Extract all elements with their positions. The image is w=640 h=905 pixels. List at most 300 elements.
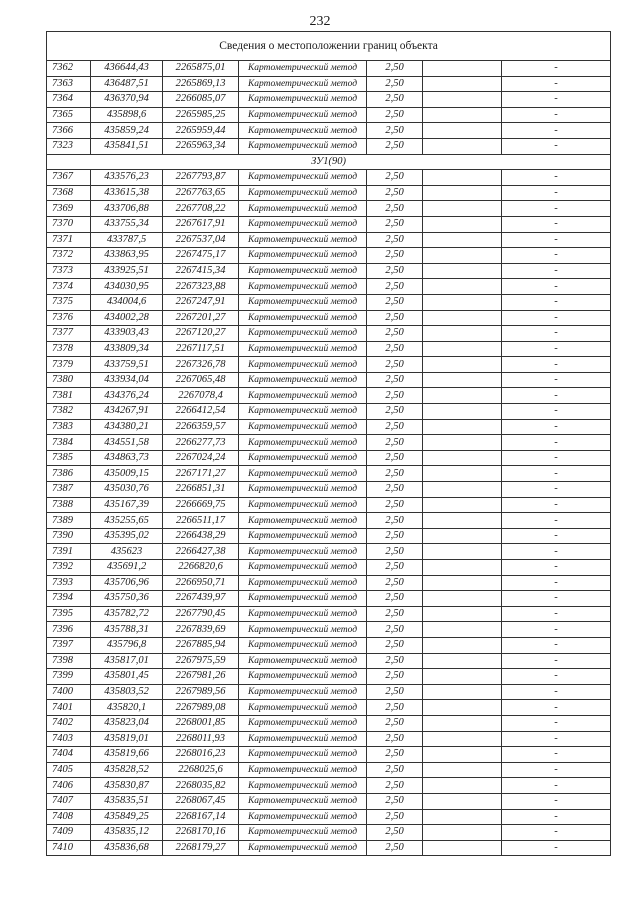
point-number-cell: 7383 (47, 419, 91, 435)
x-coordinate-cell: 434030,95 (91, 279, 163, 295)
x-coordinate-cell: 433863,95 (91, 248, 163, 264)
method-cell: Картометрический метод (239, 622, 367, 638)
accuracy-cell: 2,50 (367, 326, 423, 342)
method-cell: Картометрический метод (239, 123, 367, 139)
note-cell: - (502, 372, 611, 388)
table-row (47, 107, 611, 123)
point-number-cell: 7397 (47, 637, 91, 653)
table-body (47, 32, 611, 856)
table-row (47, 357, 611, 373)
note-cell: - (502, 435, 611, 451)
point-number-cell: 7399 (47, 669, 91, 685)
y-coordinate-cell: 2267078,4 (163, 388, 239, 404)
point-number-cell: 7394 (47, 591, 91, 607)
x-coordinate-cell: 433809,34 (91, 341, 163, 357)
y-coordinate-cell: 2265959,44 (163, 123, 239, 139)
point-number-cell: 7395 (47, 606, 91, 622)
method-cell: Картометрический метод (239, 435, 367, 451)
table-row (47, 793, 611, 809)
table-row (47, 185, 611, 201)
point-number-cell: 7379 (47, 357, 91, 373)
accuracy-cell: 2,50 (367, 762, 423, 778)
note-cell: - (502, 591, 611, 607)
note-cell: - (502, 684, 611, 700)
accuracy-cell: 2,50 (367, 466, 423, 482)
empty-cell (423, 700, 502, 716)
method-cell: Картометрический метод (239, 216, 367, 232)
section-row (47, 154, 611, 170)
point-number-cell: 7373 (47, 263, 91, 279)
method-cell: Картометрический метод (239, 482, 367, 498)
x-coordinate-cell: 435830,87 (91, 778, 163, 794)
point-number-cell: 7372 (47, 248, 91, 264)
accuracy-cell: 2,50 (367, 840, 423, 856)
note-cell: - (502, 450, 611, 466)
method-cell: Картометрический метод (239, 528, 367, 544)
empty-cell (423, 840, 502, 856)
y-coordinate-cell: 2267763,65 (163, 185, 239, 201)
y-coordinate-cell: 2267989,56 (163, 684, 239, 700)
point-number-cell: 7388 (47, 497, 91, 513)
empty-cell (423, 684, 502, 700)
note-cell: - (502, 825, 611, 841)
method-cell: Картометрический метод (239, 513, 367, 529)
empty-cell (423, 731, 502, 747)
note-cell: - (502, 762, 611, 778)
table-row (47, 248, 611, 264)
method-cell: Картометрический метод (239, 700, 367, 716)
x-coordinate-cell: 435803,52 (91, 684, 163, 700)
x-coordinate-cell: 435835,51 (91, 793, 163, 809)
empty-cell (423, 715, 502, 731)
method-cell: Картометрический метод (239, 294, 367, 310)
table-row (47, 825, 611, 841)
y-coordinate-cell: 2267989,08 (163, 700, 239, 716)
accuracy-cell: 2,50 (367, 669, 423, 685)
table-row (47, 310, 611, 326)
note-cell: - (502, 809, 611, 825)
y-coordinate-cell: 2266950,71 (163, 575, 239, 591)
x-coordinate-cell: 433903,43 (91, 326, 163, 342)
empty-cell (423, 92, 502, 108)
x-coordinate-cell: 435820,1 (91, 700, 163, 716)
method-cell: Картометрический метод (239, 731, 367, 747)
note-cell: - (502, 61, 611, 77)
x-coordinate-cell: 433615,38 (91, 185, 163, 201)
accuracy-cell: 2,50 (367, 715, 423, 731)
point-number-cell: 7367 (47, 170, 91, 186)
point-number-cell: 7398 (47, 653, 91, 669)
accuracy-cell: 2,50 (367, 107, 423, 123)
table-row (47, 747, 611, 763)
point-number-cell: 7377 (47, 326, 91, 342)
accuracy-cell: 2,50 (367, 809, 423, 825)
method-cell: Картометрический метод (239, 637, 367, 653)
method-cell: Картометрический метод (239, 419, 367, 435)
y-coordinate-cell: 2268016,23 (163, 747, 239, 763)
y-coordinate-cell: 2266820,6 (163, 560, 239, 576)
y-coordinate-cell: 2266851,31 (163, 482, 239, 498)
x-coordinate-cell: 435817,01 (91, 653, 163, 669)
empty-cell (423, 762, 502, 778)
note-cell: - (502, 637, 611, 653)
note-cell: - (502, 404, 611, 420)
note-cell: - (502, 700, 611, 716)
point-number-cell: 7407 (47, 793, 91, 809)
point-number-cell: 7403 (47, 731, 91, 747)
empty-cell (423, 185, 502, 201)
accuracy-cell: 2,50 (367, 747, 423, 763)
point-number-cell: 7375 (47, 294, 91, 310)
note-cell: - (502, 357, 611, 373)
method-cell: Картометрический метод (239, 232, 367, 248)
x-coordinate-cell: 435898,6 (91, 107, 163, 123)
point-number-cell: 7404 (47, 747, 91, 763)
empty-cell (423, 528, 502, 544)
point-number-cell: 7368 (47, 185, 91, 201)
empty-cell (423, 170, 502, 186)
method-cell: Картометрический метод (239, 201, 367, 217)
note-cell: - (502, 201, 611, 217)
x-coordinate-cell: 435835,12 (91, 825, 163, 841)
accuracy-cell: 2,50 (367, 793, 423, 809)
method-cell: Картометрический метод (239, 279, 367, 295)
accuracy-cell: 2,50 (367, 684, 423, 700)
table-row (47, 466, 611, 482)
y-coordinate-cell: 2267981,26 (163, 669, 239, 685)
empty-cell (423, 825, 502, 841)
x-coordinate-cell: 435788,31 (91, 622, 163, 638)
method-cell: Картометрический метод (239, 76, 367, 92)
accuracy-cell: 2,50 (367, 123, 423, 139)
point-number-cell: 7389 (47, 513, 91, 529)
table-title-row (47, 32, 611, 61)
table-row (47, 778, 611, 794)
table-row (47, 201, 611, 217)
method-cell: Картометрический метод (239, 840, 367, 856)
table-row (47, 840, 611, 856)
accuracy-cell: 2,50 (367, 419, 423, 435)
table-row (47, 715, 611, 731)
accuracy-cell: 2,50 (367, 170, 423, 186)
note-cell: - (502, 294, 611, 310)
table-row (47, 731, 611, 747)
note-cell: - (502, 92, 611, 108)
note-cell: - (502, 466, 611, 482)
empty-cell (423, 544, 502, 560)
x-coordinate-cell: 435836,68 (91, 840, 163, 856)
accuracy-cell: 2,50 (367, 404, 423, 420)
table-row (47, 341, 611, 357)
point-number-cell: 7391 (47, 544, 91, 560)
y-coordinate-cell: 2267171,27 (163, 466, 239, 482)
y-coordinate-cell: 2267247,91 (163, 294, 239, 310)
note-cell: - (502, 107, 611, 123)
x-coordinate-cell: 435859,24 (91, 123, 163, 139)
note-cell: - (502, 840, 611, 856)
method-cell: Картометрический метод (239, 92, 367, 108)
accuracy-cell: 2,50 (367, 372, 423, 388)
point-number-cell: 7385 (47, 450, 91, 466)
accuracy-cell: 2,50 (367, 201, 423, 217)
accuracy-cell: 2,50 (367, 825, 423, 841)
y-coordinate-cell: 2266277,73 (163, 435, 239, 451)
method-cell: Картометрический метод (239, 653, 367, 669)
method-cell: Картометрический метод (239, 310, 367, 326)
empty-cell (423, 809, 502, 825)
empty-cell (423, 326, 502, 342)
y-coordinate-cell: 2267793,87 (163, 170, 239, 186)
x-coordinate-cell: 435828,52 (91, 762, 163, 778)
note-cell: - (502, 482, 611, 498)
note-cell: - (502, 669, 611, 685)
table-row (47, 138, 611, 154)
point-number-cell: 7387 (47, 482, 91, 498)
table-row (47, 372, 611, 388)
boundary-coordinates-table (46, 31, 611, 856)
point-number-cell: 7410 (47, 840, 91, 856)
x-coordinate-cell: 435782,72 (91, 606, 163, 622)
x-coordinate-cell: 435395,02 (91, 528, 163, 544)
y-coordinate-cell: 2267117,51 (163, 341, 239, 357)
x-coordinate-cell: 436644,43 (91, 61, 163, 77)
y-coordinate-cell: 2267839,69 (163, 622, 239, 638)
accuracy-cell: 2,50 (367, 700, 423, 716)
empty-cell (423, 357, 502, 373)
point-number-cell: 7381 (47, 388, 91, 404)
x-coordinate-cell: 436370,94 (91, 92, 163, 108)
point-number-cell: 7396 (47, 622, 91, 638)
y-coordinate-cell: 2267790,45 (163, 606, 239, 622)
empty-cell (423, 216, 502, 232)
table-row (47, 170, 611, 186)
point-number-cell: 7366 (47, 123, 91, 139)
table-row (47, 435, 611, 451)
note-cell: - (502, 170, 611, 186)
empty-cell (423, 653, 502, 669)
accuracy-cell: 2,50 (367, 591, 423, 607)
accuracy-cell: 2,50 (367, 528, 423, 544)
method-cell: Картометрический метод (239, 326, 367, 342)
accuracy-cell: 2,50 (367, 435, 423, 451)
note-cell: - (502, 715, 611, 731)
x-coordinate-cell: 434863,73 (91, 450, 163, 466)
method-cell: Картометрический метод (239, 450, 367, 466)
y-coordinate-cell: 2268011,93 (163, 731, 239, 747)
note-cell: - (502, 216, 611, 232)
table-row (47, 404, 611, 420)
y-coordinate-cell: 2267326,78 (163, 357, 239, 373)
table-row (47, 606, 611, 622)
y-coordinate-cell: 2267475,17 (163, 248, 239, 264)
empty-cell (423, 435, 502, 451)
x-coordinate-cell: 435691,2 (91, 560, 163, 576)
y-coordinate-cell: 2265869,13 (163, 76, 239, 92)
point-number-cell: 7323 (47, 138, 91, 154)
point-number-cell: 7365 (47, 107, 91, 123)
x-coordinate-cell: 433755,34 (91, 216, 163, 232)
table-row (47, 263, 611, 279)
method-cell: Картометрический метод (239, 357, 367, 373)
y-coordinate-cell: 2266438,29 (163, 528, 239, 544)
method-cell: Картометрический метод (239, 560, 367, 576)
x-coordinate-cell: 435841,51 (91, 138, 163, 154)
accuracy-cell: 2,50 (367, 263, 423, 279)
empty-cell (423, 294, 502, 310)
point-number-cell: 7409 (47, 825, 91, 841)
note-cell: - (502, 263, 611, 279)
y-coordinate-cell: 2268167,14 (163, 809, 239, 825)
accuracy-cell: 2,50 (367, 61, 423, 77)
note-cell: - (502, 622, 611, 638)
accuracy-cell: 2,50 (367, 294, 423, 310)
accuracy-cell: 2,50 (367, 216, 423, 232)
empty-cell (423, 248, 502, 264)
y-coordinate-cell: 2268170,16 (163, 825, 239, 841)
empty-cell (423, 450, 502, 466)
table-row (47, 497, 611, 513)
empty-cell (423, 513, 502, 529)
point-number-cell: 7362 (47, 61, 91, 77)
method-cell: Картометрический метод (239, 606, 367, 622)
empty-cell (423, 123, 502, 139)
empty-cell (423, 310, 502, 326)
accuracy-cell: 2,50 (367, 482, 423, 498)
y-coordinate-cell: 2265963,34 (163, 138, 239, 154)
x-coordinate-cell: 434380,21 (91, 419, 163, 435)
method-cell: Картометрический метод (239, 185, 367, 201)
x-coordinate-cell: 435750,36 (91, 591, 163, 607)
table-row (47, 76, 611, 92)
note-cell: - (502, 653, 611, 669)
y-coordinate-cell: 2268179,27 (163, 840, 239, 856)
point-number-cell: 7400 (47, 684, 91, 700)
table-row (47, 653, 611, 669)
empty-cell (423, 232, 502, 248)
y-coordinate-cell: 2266359,57 (163, 419, 239, 435)
note-cell: - (502, 544, 611, 560)
note-cell: - (502, 248, 611, 264)
empty-cell (423, 497, 502, 513)
table-row (47, 591, 611, 607)
table-row (47, 216, 611, 232)
empty-cell (423, 669, 502, 685)
x-coordinate-cell: 434002,28 (91, 310, 163, 326)
method-cell: Картометрический метод (239, 404, 367, 420)
x-coordinate-cell: 435623 (91, 544, 163, 560)
table-row (47, 700, 611, 716)
y-coordinate-cell: 2267885,94 (163, 637, 239, 653)
x-coordinate-cell: 435849,25 (91, 809, 163, 825)
method-cell: Картометрический метод (239, 497, 367, 513)
x-coordinate-cell: 435706,96 (91, 575, 163, 591)
accuracy-cell: 2,50 (367, 575, 423, 591)
accuracy-cell: 2,50 (367, 76, 423, 92)
table-row (47, 513, 611, 529)
method-cell: Картометрический метод (239, 809, 367, 825)
note-cell: - (502, 310, 611, 326)
point-number-cell: 7363 (47, 76, 91, 92)
point-number-cell: 7369 (47, 201, 91, 217)
empty-cell (423, 466, 502, 482)
y-coordinate-cell: 2267120,27 (163, 326, 239, 342)
method-cell: Картометрический метод (239, 341, 367, 357)
note-cell: - (502, 606, 611, 622)
note-cell: - (502, 419, 611, 435)
method-cell: Картометрический метод (239, 263, 367, 279)
table-row (47, 637, 611, 653)
point-number-cell: 7393 (47, 575, 91, 591)
x-coordinate-cell: 433576,23 (91, 170, 163, 186)
page-number: 232 (309, 14, 331, 29)
x-coordinate-cell: 436487,51 (91, 76, 163, 92)
point-number-cell: 7386 (47, 466, 91, 482)
accuracy-cell: 2,50 (367, 232, 423, 248)
empty-cell (423, 747, 502, 763)
table-row (47, 684, 611, 700)
method-cell: Картометрический метод (239, 388, 367, 404)
y-coordinate-cell: 2265985,25 (163, 107, 239, 123)
method-cell: Картометрический метод (239, 715, 367, 731)
note-cell: - (502, 123, 611, 139)
accuracy-cell: 2,50 (367, 341, 423, 357)
note-cell: - (502, 185, 611, 201)
accuracy-cell: 2,50 (367, 388, 423, 404)
note-cell: - (502, 279, 611, 295)
point-number-cell: 7371 (47, 232, 91, 248)
note-cell: - (502, 560, 611, 576)
y-coordinate-cell: 2268067,45 (163, 793, 239, 809)
table-row (47, 622, 611, 638)
method-cell: Картометрический метод (239, 793, 367, 809)
method-cell: Картометрический метод (239, 762, 367, 778)
table-row (47, 528, 611, 544)
point-number-cell: 7408 (47, 809, 91, 825)
table-row (47, 232, 611, 248)
method-cell: Картометрический метод (239, 825, 367, 841)
x-coordinate-cell: 434004,6 (91, 294, 163, 310)
point-number-cell: 7406 (47, 778, 91, 794)
accuracy-cell: 2,50 (367, 497, 423, 513)
table-row (47, 92, 611, 108)
table-row (47, 279, 611, 295)
y-coordinate-cell: 2265875,01 (163, 61, 239, 77)
method-cell: Картометрический метод (239, 669, 367, 685)
empty-cell (423, 482, 502, 498)
note-cell: - (502, 731, 611, 747)
accuracy-cell: 2,50 (367, 357, 423, 373)
x-coordinate-cell: 435819,01 (91, 731, 163, 747)
point-number-cell: 7380 (47, 372, 91, 388)
method-cell: Картометрический метод (239, 684, 367, 700)
y-coordinate-cell: 2267415,34 (163, 263, 239, 279)
empty-cell (423, 637, 502, 653)
point-number-cell: 7405 (47, 762, 91, 778)
method-cell: Картометрический метод (239, 248, 367, 264)
point-number-cell: 7390 (47, 528, 91, 544)
accuracy-cell: 2,50 (367, 622, 423, 638)
point-number-cell: 7402 (47, 715, 91, 731)
x-coordinate-cell: 435801,45 (91, 669, 163, 685)
note-cell: - (502, 575, 611, 591)
note-cell: - (502, 793, 611, 809)
y-coordinate-cell: 2267975,59 (163, 653, 239, 669)
empty-cell (423, 591, 502, 607)
y-coordinate-cell: 2266427,38 (163, 544, 239, 560)
note-cell: - (502, 76, 611, 92)
table-row (47, 762, 611, 778)
method-cell: Картометрический метод (239, 138, 367, 154)
